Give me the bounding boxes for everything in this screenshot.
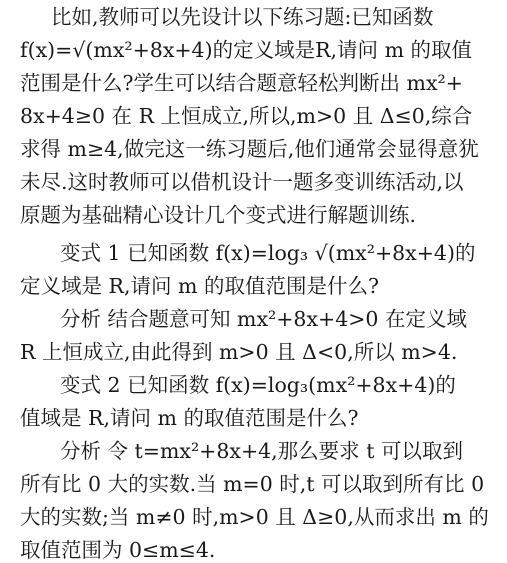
paragraph-line-1: 比如,教师可以先设计以下练习题:已知函数	[51, 5, 434, 29]
paragraph-line-7: 原题为基础精心设计几个变式进行解题训练.	[20, 203, 417, 227]
analysis-2-line-2: 所有比 0 大的实数.当 m=0 时,t 可以取到所有比 0	[20, 472, 485, 496]
paragraph-line-2: f(x)=√(mx²+8x+4)的定义域是R,请问 m 的取值	[20, 38, 473, 62]
analysis-1-line-1: 分析 结合题意可知 mx²+8x+4>0 在定义域	[60, 307, 467, 331]
paragraph-line-3: 范围是什么?学生可以结合题意轻松判断出 mx²+	[20, 71, 463, 95]
paragraph-line-6: 未尽.这时教师可以借机设计一题多变训练活动,以	[20, 170, 464, 194]
analysis-2-line-4: 取值范围为 0≤m≤4.	[20, 538, 216, 562]
analysis-2-line-3: 大的实数;当 m≠0 时,m>0 且 Δ≥0,从而求出 m 的	[20, 505, 489, 529]
paragraph-line-5: 求得 m≥4,做完这一练习题后,他们通常会显得意犹	[20, 137, 479, 161]
variant-2-line-2: 值域是 R,请问 m 的取值范围是什么?	[20, 406, 359, 430]
variant-1-line-1: 变式 1 已知函数 f(x)=log₃ √(mx²+8x+4)的	[60, 241, 476, 265]
paragraph-line-4: 8x+4≥0 在 R 上恒成立,所以,m>0 且 Δ≤0,综合	[20, 104, 473, 128]
variant-2-line-1: 变式 2 已知函数 f(x)=log₃(mx²+8x+4)的	[60, 373, 456, 397]
analysis-2-line-1: 分析 令 t=mx²+8x+4,那么要求 t 可以取到	[60, 439, 463, 463]
variant-1-line-2: 定义域是 R,请问 m 的取值范围是什么?	[20, 274, 379, 298]
analysis-1-line-2: R 上恒成立,由此得到 m>0 且 Δ<0,所以 m>4.	[20, 340, 458, 364]
